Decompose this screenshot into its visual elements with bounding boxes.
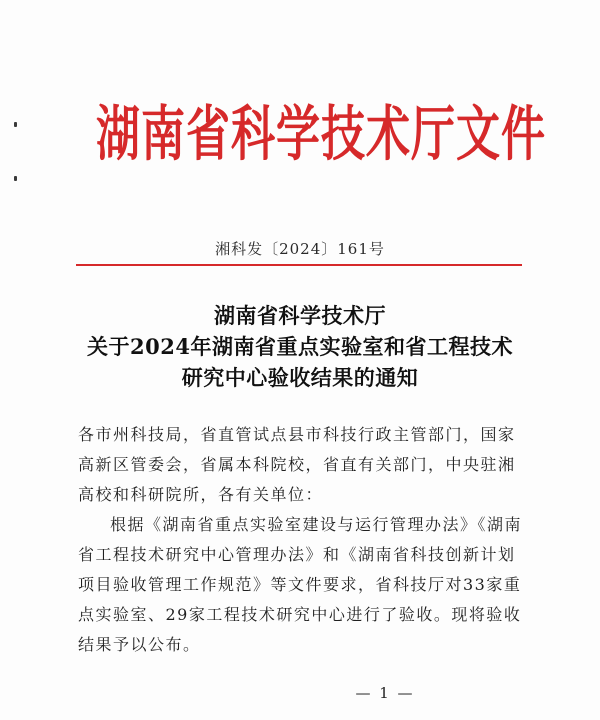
notice-title (0, 300, 600, 393)
notice-title-line: 湖南省科学技术厅 (214, 303, 386, 328)
addressee-line: 各市州科技局，省直管试点县市科技行政主管部门，国家高新区管委会，省属本科院校，省直有关部门，中央驻湘高校和科研院所，各有关单位： (78, 425, 516, 504)
red-divider-line (76, 264, 522, 266)
body-paragraph: 根据《湖南省重点实验室建设与运行管理办法》《湖南省工程技术研究中心管理办法》和《湖南省科技创新计划项目验收管理工作规范》等文件要求，省科技厅对33家重点实验室、29家工程技术研究中心进行了验收。现将验收结果予以公布。 (78, 515, 523, 654)
page-number (0, 684, 600, 702)
issuer-header: 湖南省科学技术厅文件 (96, 100, 546, 170)
binding-mark (14, 176, 17, 181)
document-number: 湘科发〔2024〕161号 (215, 240, 385, 258)
notice-title-line: 研究中心验收结果的通知 (181, 365, 419, 390)
notice-title-line: 关于2024年湖南省重点实验室和省工程技术 (87, 334, 513, 359)
page-number-text: — 1 — (355, 684, 415, 702)
binding-mark (14, 122, 17, 127)
document-body (78, 420, 526, 660)
